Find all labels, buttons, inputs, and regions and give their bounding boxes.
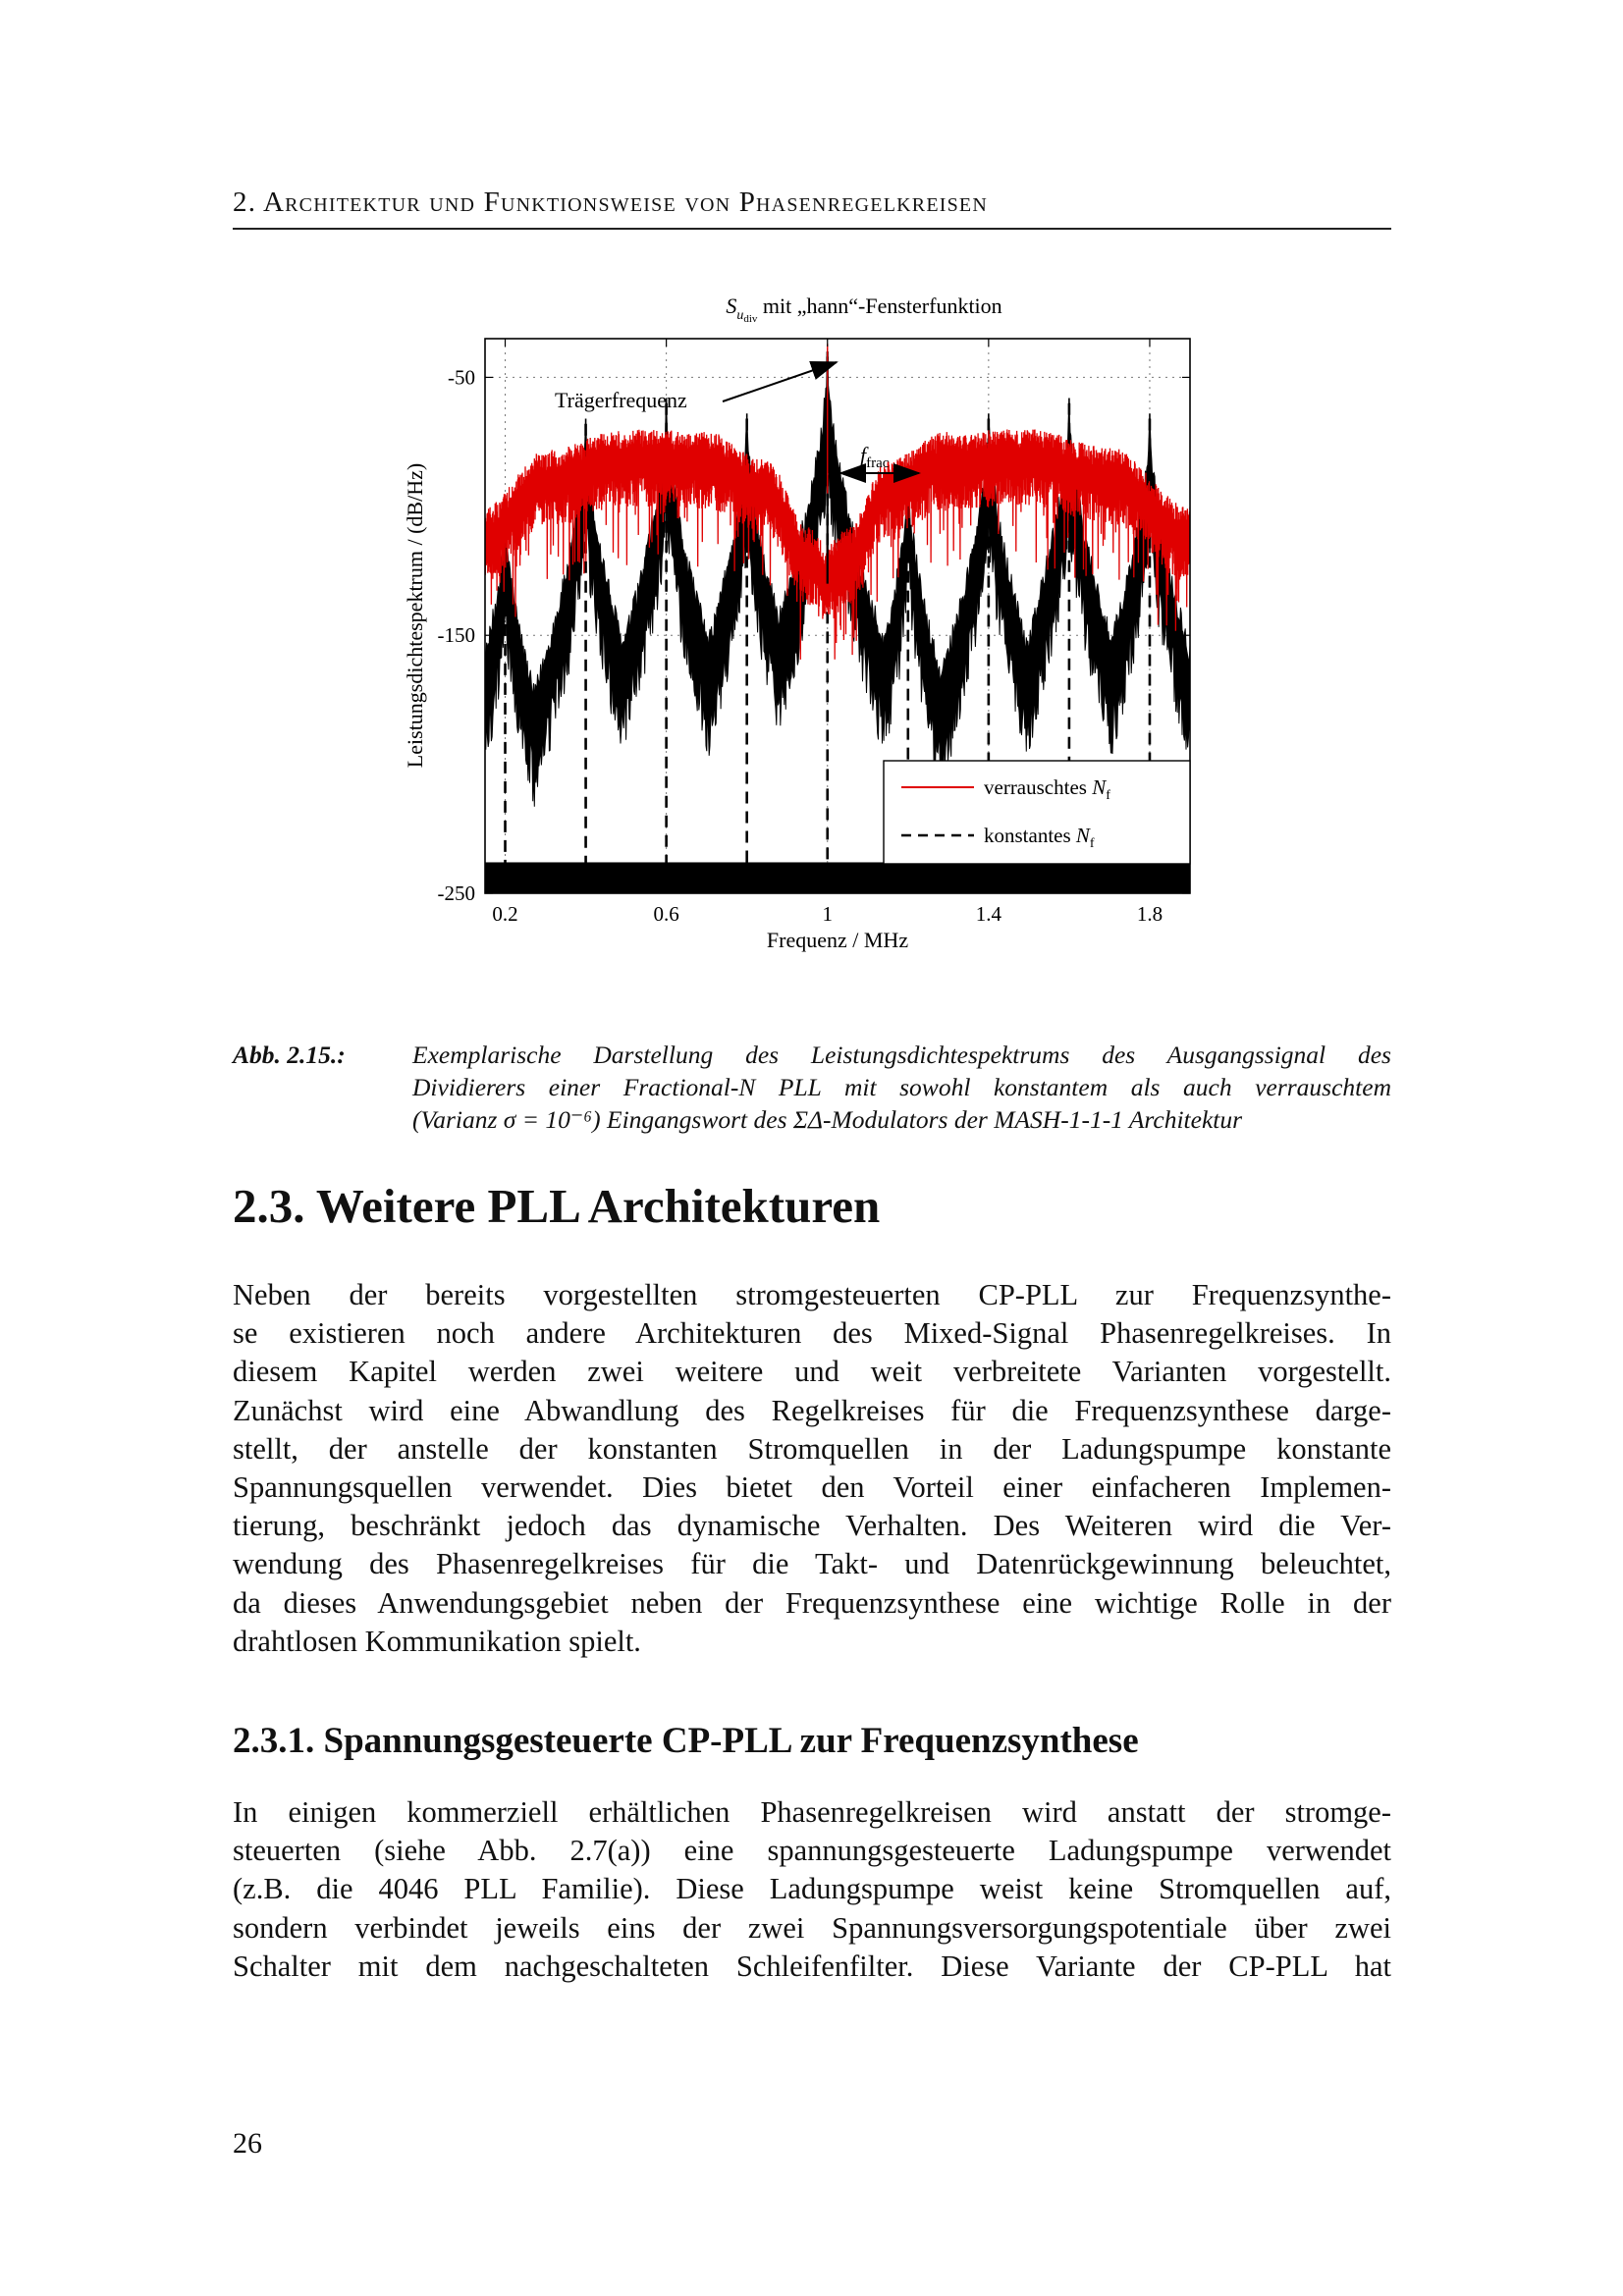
y-tick-label: -50 bbox=[448, 365, 475, 390]
paragraph-line: Schalter mit dem nachgeschalteten Schleifenfilter. Diese Variante der CP-PLL hat bbox=[233, 1949, 1391, 1983]
paragraph-line: se existieren noch andere Architekturen des Mixed-Signal Phasenregelkreises. In bbox=[233, 1316, 1391, 1351]
title-subsubscript: div bbox=[743, 313, 758, 325]
caption-line: Exemplarische Darstellung des Leistungsdichtespektrums des Ausgangssignal des bbox=[412, 1041, 1391, 1069]
running-head: 2. Architektur und Funktionsweise von Phasenregelkreisen bbox=[233, 187, 988, 218]
y-tick-label: -250 bbox=[437, 881, 475, 905]
y-axis-label: Leistungsdichtespektrum / (dB/Hz) bbox=[403, 462, 427, 769]
section-heading: 2.3. Weitere PLL Architekturen bbox=[233, 1179, 881, 1233]
paragraph-line: sondern verbindet jeweils eins der zwei Spannungsversorgungspotentiale über zwei bbox=[233, 1910, 1391, 1945]
paragraph-line: In einigen kommerziell erhältlichen Phasenregelkreisen wird anstatt der stromge- bbox=[233, 1795, 1391, 1829]
chart-title bbox=[726, 294, 1001, 325]
subsection-heading: 2.3.1. Spannungsgesteuerte CP-PLL zur Frequenzsynthese bbox=[233, 1721, 1139, 1761]
x-tick-label: 1.8 bbox=[1136, 902, 1163, 926]
title-symbol: S bbox=[726, 294, 737, 318]
subsection-paragraph bbox=[233, 1793, 1391, 1986]
psd-chart bbox=[373, 280, 1355, 987]
header-rule bbox=[233, 228, 1391, 230]
paragraph-line: Spannungsquellen verwendet. Dies bietet den Vorteil einer einfacheren Implemen- bbox=[233, 1469, 1391, 1504]
caption-line: (Varianz σ = 10⁻⁶) Eingangswort des ΣΔ-Modulators der MASH-1-1-1 Architektur bbox=[412, 1105, 1243, 1134]
legend-label-konstantes: konstantes $N_f$ bbox=[984, 824, 1095, 851]
paragraph-line: Zunächst wird eine Abwandlung des Regelkreises für die Frequenzsynthese darge- bbox=[233, 1393, 1391, 1427]
title-text: mit „hann“-Fensterfunktion bbox=[757, 294, 1002, 318]
page-number: 26 bbox=[233, 2127, 262, 2160]
y-tick-label: -150 bbox=[437, 623, 475, 648]
legend-label-verrauschtes: verrauschtes $N_f$ bbox=[984, 775, 1110, 803]
x-tick-label: 0.6 bbox=[653, 902, 679, 926]
x-tick-label: 1.4 bbox=[975, 902, 1001, 926]
black-floor bbox=[485, 862, 1190, 893]
paragraph-line: steuerten (siehe Abb. 2.7(a)) eine spannungsgesteuerte Ladungspumpe verwendet bbox=[233, 1834, 1391, 1868]
paragraph-line: Neben der bereits vorgestellten stromgesteuerten CP-PLL zur Frequenzsynthe- bbox=[233, 1278, 1391, 1311]
x-tick-label: 1 bbox=[822, 902, 833, 926]
paragraph-line: stellt, der anstelle der konstanten Stromquellen in der Ladungspumpe konstante bbox=[233, 1431, 1391, 1466]
carrier-annotation: Trägerfrequenz bbox=[555, 388, 687, 412]
legend bbox=[884, 761, 1190, 864]
paragraph-line: (z.B. die 4046 PLL Familie). Diese Ladungspumpe weist keine Stromquellen auf, bbox=[233, 1872, 1391, 1906]
paragraph-line: wendung des Phasenregelkreises für die Takt- und Datenrückgewinnung beleuchtet, bbox=[233, 1547, 1391, 1581]
x-tick-label: 0.2 bbox=[492, 902, 518, 926]
section-paragraph bbox=[233, 1276, 1391, 1661]
paragraph-line: da dieses Anwendungsgebiet neben der Frequenzsynthese eine wichtige Rolle in der bbox=[233, 1585, 1391, 1620]
paragraph-line: diesem Kapitel werden zwei weitere und weit verbreitete Varianten vorgestellt. bbox=[233, 1355, 1391, 1389]
caption-text bbox=[412, 1039, 1391, 1136]
paragraph-line: tierung, beschränkt jedoch das dynamische Verhalten. Des Weiteren wird die Ver- bbox=[233, 1509, 1391, 1543]
paragraph-line: drahtlosen Kommunikation spielt. bbox=[233, 1624, 641, 1658]
caption-label: Abb. 2.15.: bbox=[233, 1041, 346, 1069]
ffrac-symbol: f bbox=[860, 443, 867, 467]
title-subscript: u bbox=[736, 308, 744, 323]
x-axis-label: Frequenz / MHz bbox=[766, 928, 909, 952]
caption-line: Dividierers einer Fractional-N PLL mit sowohl konstantem als auch verrauschtem bbox=[412, 1073, 1391, 1101]
ffrac-subscript: frac bbox=[866, 455, 890, 471]
